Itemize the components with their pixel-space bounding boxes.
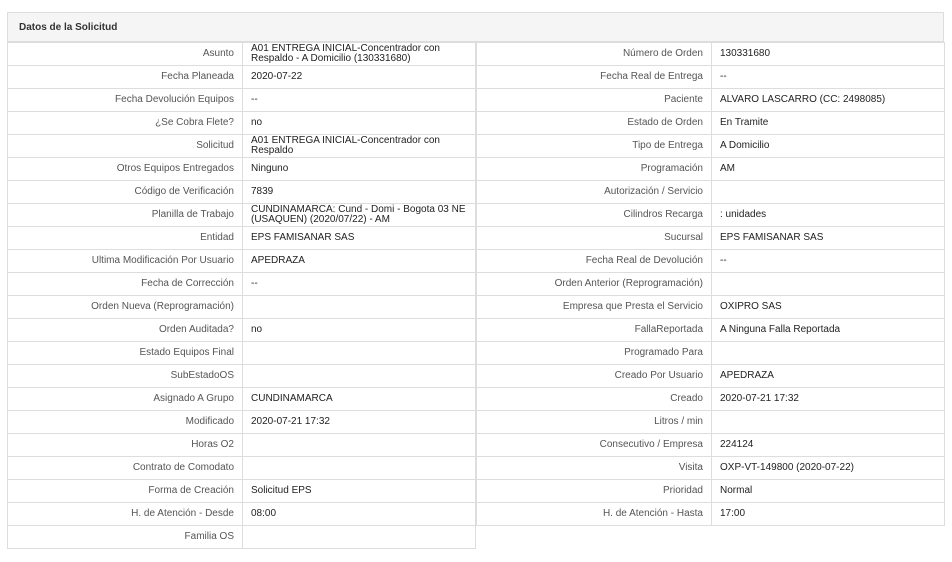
field-value: 17:00: [712, 503, 945, 526]
detail-row: [8, 434, 476, 457]
detail-row: [477, 503, 945, 526]
field-label: Solicitud: [8, 135, 243, 158]
field-label: Planilla de Trabajo: [8, 204, 243, 227]
detail-row: [477, 204, 945, 227]
detail-row: [477, 411, 945, 434]
field-value: 130331680: [712, 43, 945, 66]
detail-row: [8, 296, 476, 319]
field-label: Consecutivo / Empresa: [477, 434, 712, 457]
field-label: Asunto: [8, 43, 243, 66]
field-value: A Domicilio: [712, 135, 945, 158]
detail-row: [8, 411, 476, 434]
field-label: Programado Para: [477, 342, 712, 365]
detail-row: [477, 135, 945, 158]
field-value: 224124: [712, 434, 945, 457]
details-grid: [7, 42, 944, 562]
field-value: AM: [712, 158, 945, 181]
field-label: Fecha Planeada: [8, 66, 243, 89]
field-value: A Ninguna Falla Reportada: [712, 319, 945, 342]
field-value: A01 ENTREGA INICIAL-Concentrador con Respaldo: [243, 135, 476, 158]
field-value: 2020-07-21 17:32: [243, 411, 476, 434]
detail-row: [8, 273, 476, 296]
field-label: Horas O2: [8, 434, 243, 457]
field-value: --: [712, 250, 945, 273]
field-label: Creado Por Usuario: [477, 365, 712, 388]
field-value: Ninguno: [243, 158, 476, 181]
field-value: OXIPRO SAS: [712, 296, 945, 319]
field-label: Forma de Creación: [8, 480, 243, 503]
field-label: H. de Atención - Hasta: [477, 503, 712, 526]
field-value: ALVARO LASCARRO (CC: 2498085): [712, 89, 945, 112]
field-value: En Tramite: [712, 112, 945, 135]
field-label: Número de Orden: [477, 43, 712, 66]
field-label: Empresa que Presta el Servicio: [477, 296, 712, 319]
detail-row: [8, 250, 476, 273]
detail-row: [8, 66, 476, 89]
field-label: Programación: [477, 158, 712, 181]
detail-row: [8, 319, 476, 342]
detail-row: [8, 112, 476, 135]
detail-row: [477, 112, 945, 135]
detail-row: [477, 43, 945, 66]
detail-row: [8, 135, 476, 158]
field-label: Estado Equipos Final: [8, 342, 243, 365]
field-value: [243, 457, 476, 480]
field-value: 7839: [243, 181, 476, 204]
field-label: ¿Se Cobra Flete?: [8, 112, 243, 135]
field-label: Ultima Modificación Por Usuario: [8, 250, 243, 273]
field-value: --: [243, 89, 476, 112]
field-label: Asignado A Grupo: [8, 388, 243, 411]
detail-row: [477, 342, 945, 365]
field-label: Contrato de Comodato: [8, 457, 243, 480]
detail-row: [477, 434, 945, 457]
detail-row: [8, 388, 476, 411]
field-value: [712, 411, 945, 434]
field-label: Sucursal: [477, 227, 712, 250]
field-label: Modificado: [8, 411, 243, 434]
field-value: Normal: [712, 480, 945, 503]
field-label: FallaReportada: [477, 319, 712, 342]
field-value: EPS FAMISANAR SAS: [243, 227, 476, 250]
field-label: Fecha Real de Entrega: [477, 66, 712, 89]
detail-row: [8, 342, 476, 365]
field-label: Familia OS: [8, 526, 243, 549]
field-value: [243, 434, 476, 457]
field-label: Litros / min: [477, 411, 712, 434]
field-value: A01 ENTREGA INICIAL-Concentrador con Respaldo - A Domicilio (130331680): [243, 43, 476, 66]
detail-row: [477, 181, 945, 204]
field-label: Fecha Devolución Equipos: [8, 89, 243, 112]
detail-row: [477, 296, 945, 319]
field-value: [712, 342, 945, 365]
detail-row: [8, 457, 476, 480]
field-label: Fecha de Corrección: [8, 273, 243, 296]
field-label: Estado de Orden: [477, 112, 712, 135]
field-label: Cilindros Recarga: [477, 204, 712, 227]
field-label: Otros Equipos Entregados: [8, 158, 243, 181]
field-label: Orden Auditada?: [8, 319, 243, 342]
panel-title: Datos de la Solicitud: [19, 21, 118, 33]
request-data-panel: [7, 12, 944, 562]
detail-row: [8, 89, 476, 112]
field-value: [243, 296, 476, 319]
detail-row: [8, 227, 476, 250]
field-value: APEDRAZA: [712, 365, 945, 388]
field-value: 08:00: [243, 503, 476, 526]
field-label: Autorización / Servicio: [477, 181, 712, 204]
field-label: Código de Verificación: [8, 181, 243, 204]
field-value: [712, 181, 945, 204]
detail-row: [8, 181, 476, 204]
detail-row: [477, 480, 945, 503]
detail-row: [477, 250, 945, 273]
right-details-table: [476, 42, 945, 526]
field-value: 2020-07-21 17:32: [712, 388, 945, 411]
panel-header: [7, 12, 944, 42]
field-label: H. de Atención - Desde: [8, 503, 243, 526]
field-value: EPS FAMISANAR SAS: [712, 227, 945, 250]
field-value: --: [243, 273, 476, 296]
field-label: Fecha Real de Devolución: [477, 250, 712, 273]
field-label: Orden Anterior (Reprogramación): [477, 273, 712, 296]
field-value: CUNDINAMARCA: Cund - Domi - Bogota 03 NE (USAQUEN) (2020/07/22) - AM: [243, 204, 476, 227]
detail-row: [477, 319, 945, 342]
detail-row: [8, 365, 476, 388]
detail-row: [477, 273, 945, 296]
field-value: OXP-VT-149800 (2020-07-22): [712, 457, 945, 480]
field-label: Tipo de Entrega: [477, 135, 712, 158]
detail-row: [8, 526, 476, 549]
detail-row: [477, 457, 945, 480]
detail-row: [477, 365, 945, 388]
field-value: APEDRAZA: [243, 250, 476, 273]
field-label: Orden Nueva (Reprogramación): [8, 296, 243, 319]
field-label: Creado: [477, 388, 712, 411]
field-label: SubEstadoOS: [8, 365, 243, 388]
detail-row: [8, 43, 476, 66]
field-label: Prioridad: [477, 480, 712, 503]
field-value: [712, 273, 945, 296]
field-value: CUNDINAMARCA: [243, 388, 476, 411]
field-label: Paciente: [477, 89, 712, 112]
field-value: Solicitud EPS: [243, 480, 476, 503]
field-label: Visita: [477, 457, 712, 480]
field-value: 2020-07-22: [243, 66, 476, 89]
field-value: [243, 526, 476, 549]
detail-row: [8, 503, 476, 526]
left-details-table: [7, 42, 476, 549]
detail-row: [477, 89, 945, 112]
detail-row: [477, 158, 945, 181]
detail-row: [477, 66, 945, 89]
field-value: : unidades: [712, 204, 945, 227]
detail-row: [8, 480, 476, 503]
detail-row: [8, 204, 476, 227]
field-value: --: [712, 66, 945, 89]
field-value: [243, 342, 476, 365]
detail-row: [8, 158, 476, 181]
field-label: Entidad: [8, 227, 243, 250]
detail-row: [477, 388, 945, 411]
field-value: [243, 365, 476, 388]
field-value: no: [243, 319, 476, 342]
field-value: no: [243, 112, 476, 135]
detail-row: [477, 227, 945, 250]
